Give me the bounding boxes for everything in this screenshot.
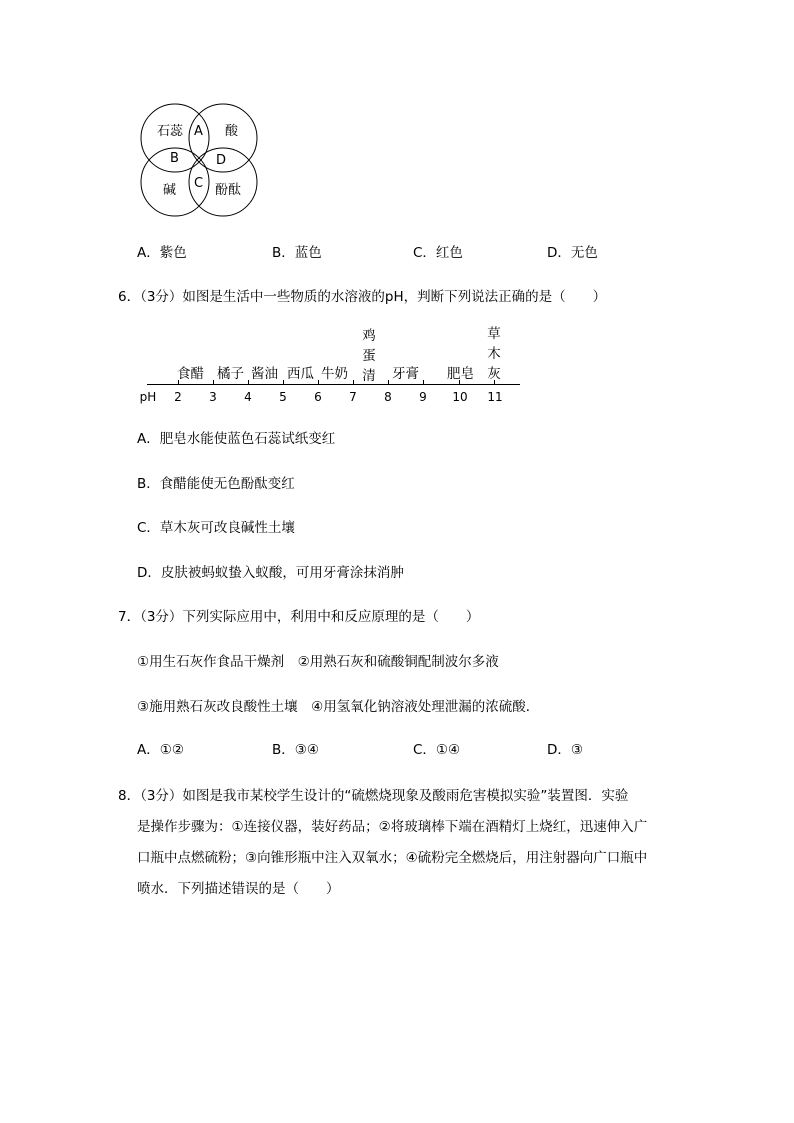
q6-option-d: D．皮肤被蚂蚁蛰入蚁酸，可用牙膏涂抹消肿 <box>137 565 404 581</box>
q7-statement-line2: ③施用熟石灰改良酸性土壤 ④用氢氧化钠溶液处理泄漏的浓硫酸． <box>137 699 540 715</box>
q8-stem-line2: 是操作步骤为：①连接仪器，装好药品；②将玻璃棒下端在酒精灯上烧红，迅速伸入广 <box>137 819 648 835</box>
ph-tick <box>423 380 424 384</box>
ph-substance-egg-white <box>361 326 377 386</box>
q8-stem-line3: 口瓶中点燃硫粉；③向锥形瓶中注入双氧水；④硫粉完全燃烧后，用注射器向广口瓶中 <box>137 850 648 866</box>
ph-tick <box>213 380 214 384</box>
venn-region-d: D <box>216 153 227 168</box>
ph-substance-milk: 牛奶 <box>321 366 348 382</box>
venn-region-a: A <box>194 124 203 139</box>
ph-tick-label: 8 <box>384 390 392 404</box>
ph-tick <box>353 380 354 384</box>
ph-char: 鸡 <box>362 328 376 344</box>
ph-char: 木 <box>487 346 501 362</box>
ph-substance-soy-sauce: 酱油 <box>251 366 278 382</box>
q6-option-c: C．草木灰可改良碱性土壤 <box>137 520 295 536</box>
q8-stem-line4: 喷水．下列描述错误的是（ ） <box>137 881 340 897</box>
ph-tick-label: 5 <box>279 390 287 404</box>
q6-option-a: A．肥皂水能使蓝色石蕊试纸变红 <box>137 431 336 447</box>
q5-option-b: B．蓝色 <box>272 245 322 261</box>
venn-label-litmus: 石蕊 <box>157 124 184 139</box>
venn-label-phenolphthalein: 酚酞 <box>215 183 242 198</box>
ph-char: 清 <box>362 368 376 384</box>
ph-substance-toothpaste: 牙膏 <box>392 366 419 382</box>
ph-tick-label: 9 <box>419 390 427 404</box>
ph-tick-label: 2 <box>174 390 182 404</box>
ph-char: 蛋 <box>362 348 376 364</box>
ph-tick <box>248 380 249 384</box>
ph-substance-vinegar: 食醋 <box>177 366 204 382</box>
ph-tick-label: 7 <box>349 390 357 404</box>
q7-option-c: C．①④ <box>413 742 461 758</box>
q7-stem: 7．（3分）下列实际应用中，利用中和反应原理的是（ ） <box>118 609 480 625</box>
ph-substance-watermelon: 西瓜 <box>287 366 314 382</box>
ph-tick-label: 11 <box>487 390 503 404</box>
q5-option-a: A．紫色 <box>137 245 187 261</box>
ph-tick-label: 6 <box>314 390 322 404</box>
q8-stem-line1: 8．（3分）如图是我市某校学生设计的“硫燃烧现象及酸雨危害模拟实验”装置图．实验 <box>118 788 629 804</box>
q6-stem: 6．（3分）如图是生活中一些物质的水溶液的pH，判断下列说法正确的是（ ） <box>118 289 607 305</box>
ph-char: 灰 <box>487 366 501 382</box>
q5-option-d: D．无色 <box>547 245 598 261</box>
q7-option-a: A．①② <box>137 742 184 758</box>
venn-label-base: 碱 <box>163 183 177 198</box>
venn-label-acid: 酸 <box>225 124 239 139</box>
q7-statement-line1: ①用生石灰作食品干燥剂 ②用熟石灰和硫酸铜配制波尔多液 <box>137 654 499 670</box>
q7-option-b: B．③④ <box>272 742 319 758</box>
venn-region-c: C <box>194 176 204 191</box>
ph-substance-plant-ash <box>486 324 502 384</box>
q7-option-d: D．③ <box>547 742 583 758</box>
ph-substance-orange: 橘子 <box>217 366 244 382</box>
ph-tick <box>318 380 319 384</box>
venn-region-b: B <box>170 151 179 166</box>
ph-axis-line <box>147 384 520 385</box>
q6-option-b: B．食醋能使无色酚酞变红 <box>137 476 295 492</box>
q5-option-c: C．红色 <box>413 245 463 261</box>
ph-tick-label: 3 <box>209 390 217 404</box>
ph-tick-label: 4 <box>244 390 252 404</box>
ph-char: 草 <box>487 326 501 342</box>
ph-scale <box>0 0 794 420</box>
ph-label: pH <box>139 390 157 404</box>
ph-tick <box>388 380 389 384</box>
ph-substance-soap: 肥皂 <box>447 366 474 382</box>
ph-tick-label: 10 <box>452 390 468 404</box>
ph-tick <box>283 380 284 384</box>
